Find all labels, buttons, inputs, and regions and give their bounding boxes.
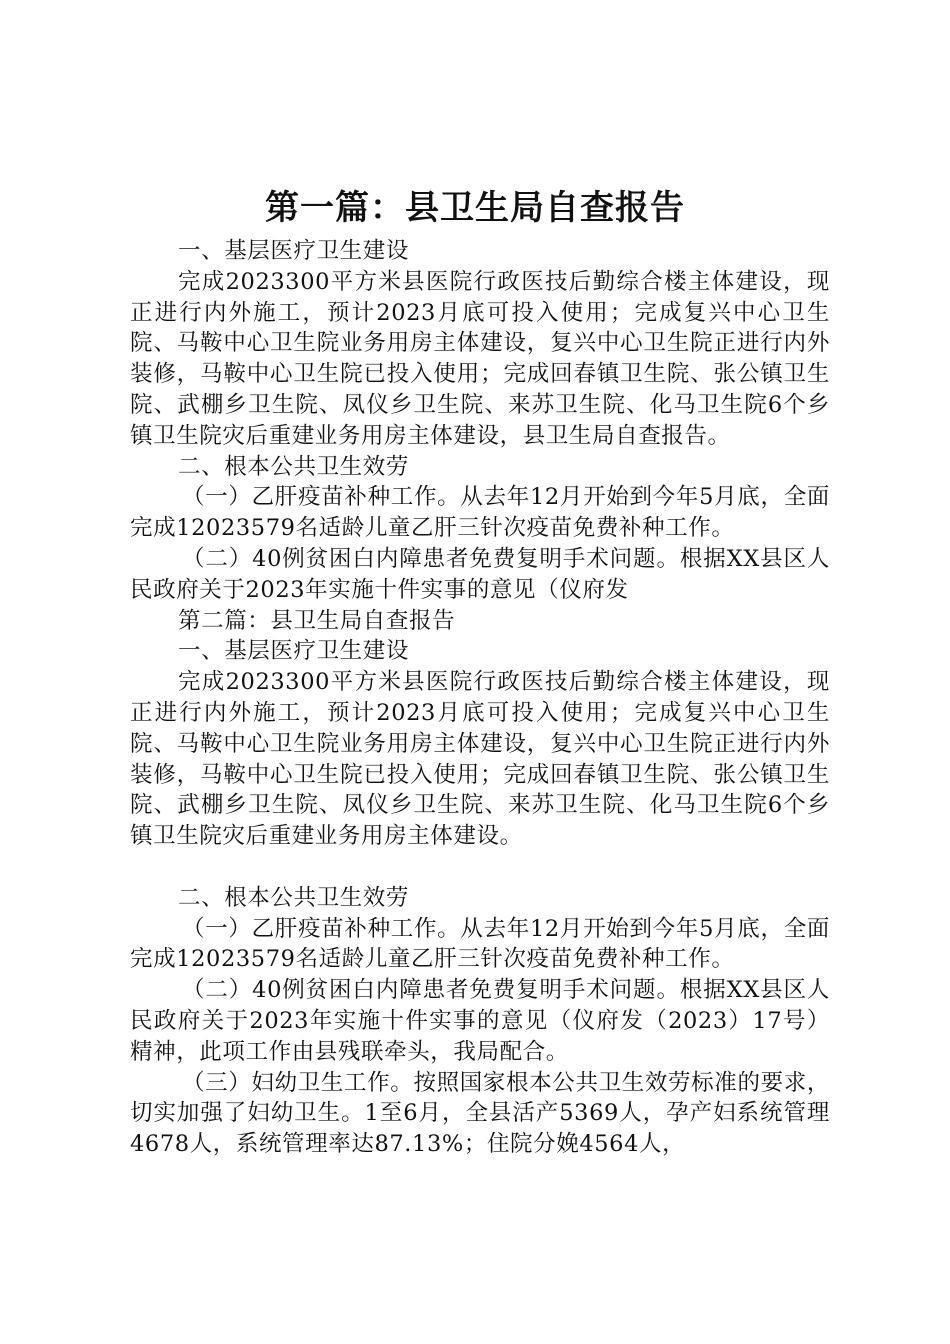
- body-paragraph: （一）乙肝疫苗补种工作。从去年12月开始到今年5月底，全面完成12023579名适龄儿童乙肝三针次疫苗免费补种工作。: [130, 915, 830, 973]
- subtitle-heading: 第二篇：县卫生局自查报告: [178, 607, 456, 634]
- body-paragraph: （二）40例贫困白内障患者免费复明手术问题。根据XX县区人民政府关于2023年实施十件实事的意见（仪府发（2023）17号）精神，此项工作由县残联牵头，我局配合。: [130, 977, 830, 1065]
- section-heading: 二、根本公共卫生效劳: [178, 884, 410, 911]
- body-paragraph: （一）乙肝疫苗补种工作。从去年12月开始到今年5月底，全面完成12023579名适龄儿童乙肝三针次疫苗免费补种工作。: [130, 484, 830, 542]
- body-paragraph: （二）40例贫困白内障患者免费复明手术问题。根据XX县区人民政府关于2023年实施十件实事的意见（仪府发: [130, 545, 830, 603]
- section-heading: 二、根本公共卫生效劳: [178, 453, 410, 480]
- body-paragraph: 完成2023300平方米县医院行政医技后勤综合楼主体建设，现正进行内外施工，预计2023月底可投入使用；完成复兴中心卫生院、马鞍中心卫生院业务用房主体建设，复兴中心卫生院正进行内外装修，马鞍中心卫生院已投入使用；完成回春镇卫生院、张公镇卫生院、武棚乡卫生院、凤仪乡卫生院、来苏卫生院、化马卫生院6个乡镇卫生院灾后重建业务用房主体建设，县卫生局自查报告。: [130, 268, 830, 449]
- body-paragraph: （三）妇幼卫生工作。按照国家根本公共卫生效劳标准的要求，切实加强了妇幼卫生。1至6月，全县活产5369人，孕产妇系统管理4678人，系统管理率达87.13%；住院分娩4564人，: [130, 1069, 830, 1158]
- body-paragraph: 完成2023300平方米县医院行政医技后勤综合楼主体建设，现正进行内外施工，预计2023月底可投入使用；完成复兴中心卫生院、马鞍中心卫生院业务用房主体建设，复兴中心卫生院正进行内外装修，马鞍中心卫生院已投入使用；完成回春镇卫生院、张公镇卫生院、武棚乡卫生院、凤仪乡卫生院、来苏卫生院、化马卫生院6个乡镇卫生院灾后重建业务用房主体建设。: [130, 669, 830, 850]
- paragraph-spacer: [130, 852, 830, 883]
- section-heading: 一、基层医疗卫生建设: [178, 238, 410, 264]
- section-heading: 一、基层医疗卫生建设: [178, 638, 410, 665]
- document-title: 第一篇：县卫生局自查报告: [265, 188, 685, 228]
- document-body: [130, 236, 830, 1160]
